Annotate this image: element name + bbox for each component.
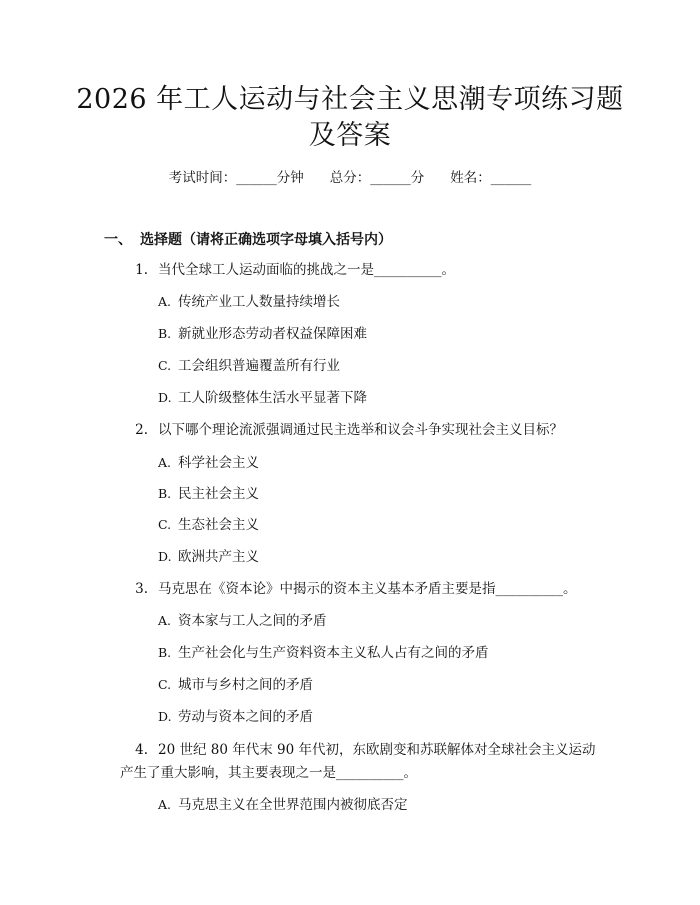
exam-time-field: 考试时间：______分钟 — [168, 170, 304, 186]
option-letter: B. — [158, 326, 172, 341]
question-3-option-c — [158, 675, 313, 695]
question-text: 马克思在《资本论》中揭示的资本主义基本矛盾主要是指__________。 — [158, 581, 577, 597]
question-4-stem — [120, 740, 596, 760]
option-text: 科学社会主义 — [178, 455, 259, 471]
question-text: 以下哪个理论流派强调通过民主选举和议会斗争实现社会主义目标？ — [158, 422, 563, 438]
question-1-option-c — [158, 356, 340, 376]
question-text: 当代全球工人运动面临的挑战之一是__________。 — [158, 262, 455, 278]
option-letter: D. — [158, 549, 172, 564]
option-text: 新就业形态劳动者权益保障困难 — [178, 326, 367, 342]
document-title-line-2: 及答案 — [308, 120, 392, 151]
question-number: 4. — [135, 742, 148, 758]
question-4-stem-continued — [120, 763, 417, 783]
question-2-stem — [120, 420, 563, 440]
question-3-option-b — [158, 643, 489, 663]
option-text: 工会组织普遍覆盖所有行业 — [178, 358, 340, 374]
option-text: 劳动与资本之间的矛盾 — [178, 709, 313, 725]
document-title-line-1: 2026 年工人运动与社会主义思潮专项练习题 — [76, 84, 624, 115]
question-1-stem — [120, 260, 455, 280]
option-letter: A. — [158, 455, 172, 470]
option-letter: C. — [158, 517, 172, 532]
question-1-option-a — [158, 292, 340, 312]
option-letter: B. — [158, 645, 172, 660]
option-text: 生态社会主义 — [178, 517, 259, 533]
student-name-field: 姓名：______ — [450, 170, 532, 186]
option-letter: A. — [158, 294, 172, 309]
question-2-option-a — [158, 453, 259, 473]
question-text-line-1: 20 世纪 80 年代末 90 年代初，东欧剧变和苏联解体对全球社会主义运动 — [158, 742, 596, 758]
exam-info — [0, 168, 700, 188]
option-letter: A. — [158, 797, 172, 812]
option-text: 工人阶级整体生活水平显著下降 — [178, 390, 367, 406]
option-letter: D. — [158, 709, 172, 724]
option-text: 生产社会化与生产资料资本主义私人占有之间的矛盾 — [178, 645, 489, 661]
question-3-option-d — [158, 707, 313, 727]
option-text: 马克思主义在全世界范围内被彻底否定 — [178, 797, 408, 813]
option-text: 民主社会主义 — [178, 486, 259, 502]
section-title: 选择题（请将正确选项字母填入括号内） — [140, 232, 392, 248]
question-2-option-d — [158, 547, 259, 567]
option-text: 欧洲共产主义 — [178, 549, 259, 565]
option-text: 传统产业工人数量持续增长 — [178, 294, 340, 310]
option-letter: C. — [158, 677, 172, 692]
total-score-field: 总分：______分 — [329, 170, 425, 186]
option-letter: C. — [158, 358, 172, 373]
question-3-stem — [120, 579, 577, 599]
question-2-option-c — [158, 515, 259, 535]
section-number: 一、 — [104, 232, 132, 248]
question-2-option-b — [158, 484, 259, 504]
question-number: 1. — [135, 262, 148, 278]
question-3-option-a — [158, 611, 327, 631]
question-1-option-d — [158, 388, 367, 408]
question-1-option-b — [158, 324, 367, 344]
option-letter: A. — [158, 613, 172, 628]
section-heading — [104, 230, 392, 250]
question-text-line-2: 产生了重大影响，其主要表现之一是__________。 — [120, 765, 417, 781]
question-number: 3. — [135, 581, 148, 597]
question-4-option-a — [158, 795, 408, 815]
option-letter: D. — [158, 390, 172, 405]
option-text: 城市与乡村之间的矛盾 — [178, 677, 313, 693]
question-number: 2. — [135, 422, 148, 438]
option-text: 资本家与工人之间的矛盾 — [178, 613, 327, 629]
option-letter: B. — [158, 486, 172, 501]
